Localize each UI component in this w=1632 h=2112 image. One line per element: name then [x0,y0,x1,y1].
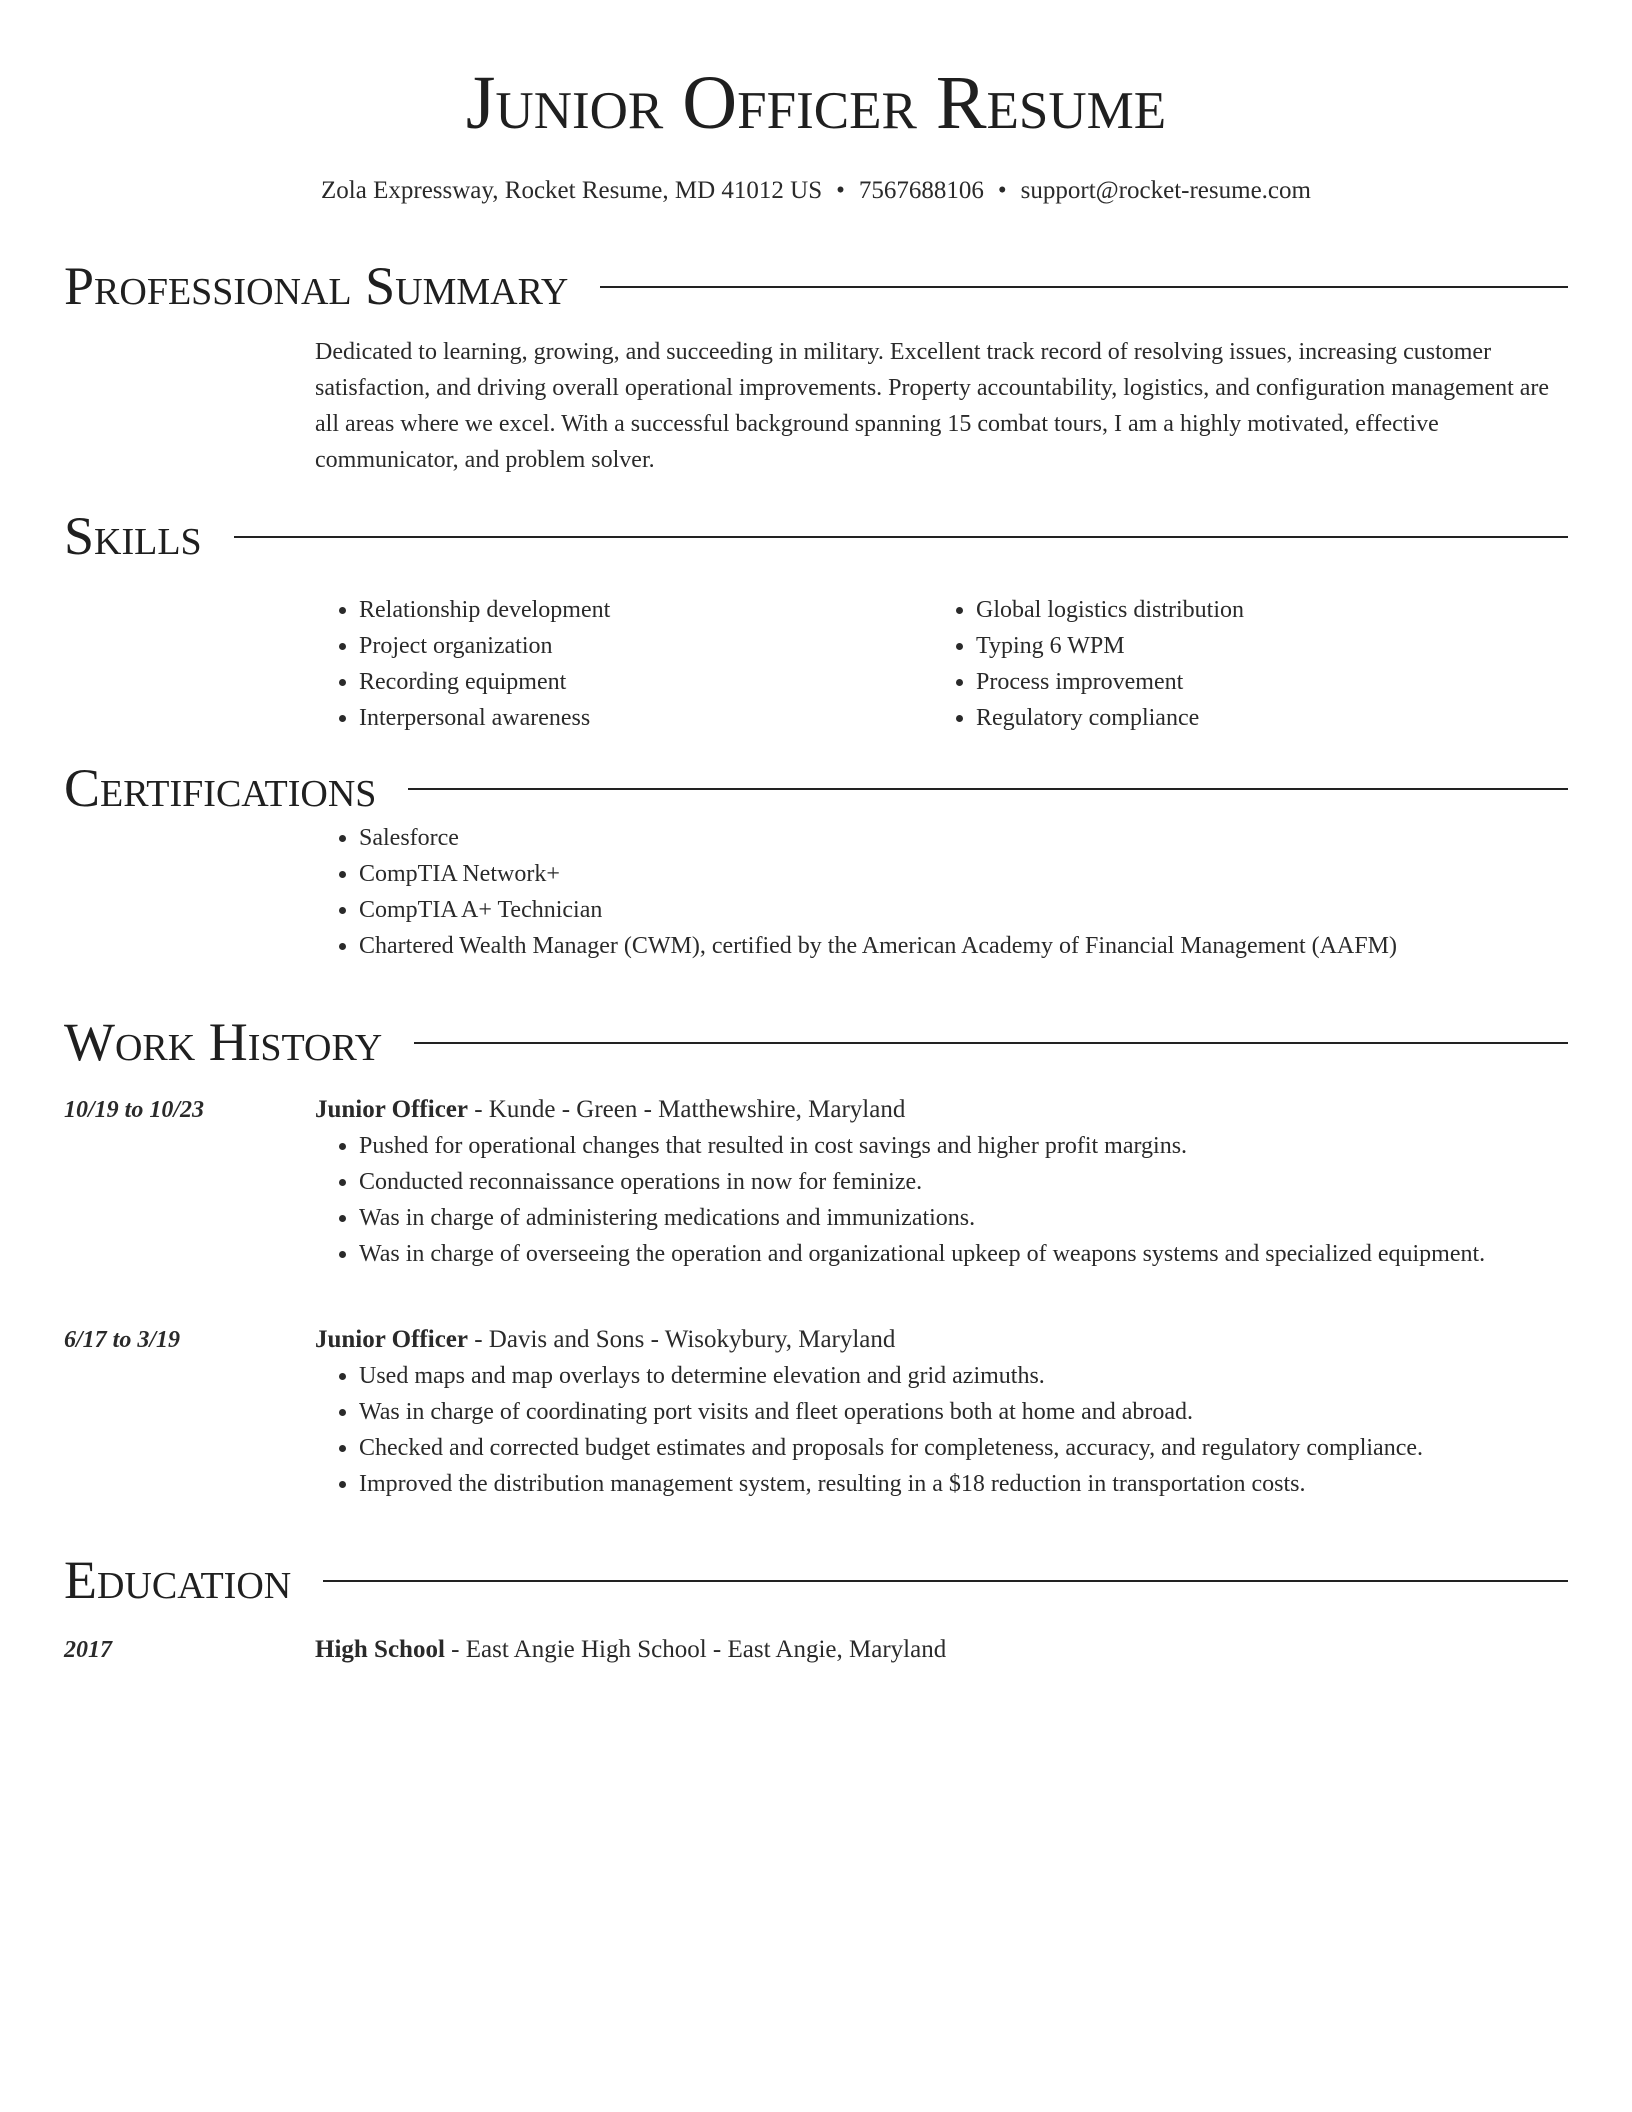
skill-item: • Relationship development [359,592,932,628]
summary-heading: Professional Summary [64,256,569,316]
job-entry [64,1322,1568,1502]
skill-item: • Typing 6 WPM [976,628,1549,664]
skills-list-right [932,592,1549,736]
job-dates: 6/17 to 3/19 [64,1327,181,1353]
contact-phone: 7567688106 [858,177,984,204]
summary-header [64,254,1568,318]
certification-item: • CompTIA A+ Technician [359,892,1568,928]
job-bullet: • Conducted reconnaissance operations in now for feminize. [359,1164,1568,1200]
section-divider [408,788,1568,790]
education-entry [64,1632,1568,1668]
section-divider [600,286,1568,288]
job-dates: 10/19 to 10/23 [64,1097,205,1123]
work-history-section [64,1010,1568,1074]
education-school: - East Angie High School - East Angie, Maryland [444,1636,947,1663]
education-year: 2017 [64,1637,112,1663]
skills-header [64,504,1568,568]
job-entry [64,1092,1568,1272]
certifications-section [64,756,1568,964]
skills-heading: Skills [64,506,202,566]
job-bullets [315,1128,1568,1272]
contact-separator: • [997,177,1007,204]
education-degree: High School [315,1636,445,1663]
skill-item: • Project organization [359,628,932,664]
summary-body [315,318,1568,478]
skill-item: • Global logistics distribution [976,592,1549,628]
job-bullet: • Used maps and map overlays to determine elevation and grid azimuths. [359,1358,1568,1394]
contact-email: support@rocket-resume.com [1020,177,1311,204]
resume-title: Junior Officer Resume [465,61,1167,145]
job-heading [315,1092,1568,1128]
job-bullet: • Was in charge of coordinating port visits and fleet operations both at home and abroad. [359,1394,1568,1430]
work-history-heading: Work History [64,1012,383,1072]
skill-item: • Regulatory compliance [976,700,1549,736]
certification-item: • CompTIA Network+ [359,856,1568,892]
certifications-heading: Certifications [64,758,377,818]
job-employer: - Davis and Sons - Wisokybury, Maryland [467,1326,896,1353]
job-bullets [315,1358,1568,1502]
certification-item: • Salesforce [359,820,1568,856]
education-heading: Education [64,1550,292,1610]
contact-line [0,174,1632,208]
contact-separator: • [836,177,845,204]
section-divider [234,536,1568,538]
skill-item: • Interpersonal awareness [359,700,932,736]
job-bullet: • Was in charge of overseeing the operation and organizational upkeep of weapons systems and specialized equipment. [359,1236,1568,1272]
skill-item: • Process improvement [976,664,1549,700]
summary-section [64,254,1568,478]
skills-body [315,568,1568,736]
job-title: Junior Officer [315,1096,468,1123]
education-heading-line [315,1632,1568,1668]
certifications-list [315,820,1568,964]
job-title: Junior Officer [315,1326,468,1353]
certifications-body [315,820,1568,964]
skills-column-left [315,592,932,736]
section-divider [414,1042,1568,1044]
certifications-header [64,756,1568,820]
education-header [64,1548,1568,1612]
job-bullet: • Improved the distribution management system, resulting in a $18 reduction in transportation costs. [359,1466,1568,1502]
skills-list-left [315,592,932,736]
contact-address: Zola Expressway, Rocket Resume, MD 41012 US [321,177,823,204]
education-section [64,1548,1568,1612]
certification-item: • Chartered Wealth Manager (CWM), certified by the American Academy of Financial Management (AAFM) [359,928,1568,964]
work-history-header [64,1010,1568,1074]
skill-item: • Recording equipment [359,664,932,700]
job-bullet: • Pushed for operational changes that resulted in cost savings and higher profit margins. [359,1128,1568,1164]
skills-grid [315,568,1568,736]
summary-text: Dedicated to learning, growing, and succeeding in military. Excellent track record of resolving issues, increasing customer satisfaction, and driving overall operational improvements. Property accountability, logistics, and configuration management are all areas where we excel. With a successful background spanning 15 combat tours, I am a highly motivated, effective communicator, and problem solver. [315,339,1550,473]
section-divider [323,1580,1568,1582]
skills-section [64,504,1568,736]
skills-column-right [932,592,1549,736]
job-bullet: • Was in charge of administering medications and immunizations. [359,1200,1568,1236]
job-bullet: • Checked and corrected budget estimates and proposals for completeness, accuracy, and regulatory compliance. [359,1430,1568,1466]
job-heading [315,1322,1568,1358]
job-employer: - Kunde - Green - Matthewshire, Maryland [467,1096,906,1123]
